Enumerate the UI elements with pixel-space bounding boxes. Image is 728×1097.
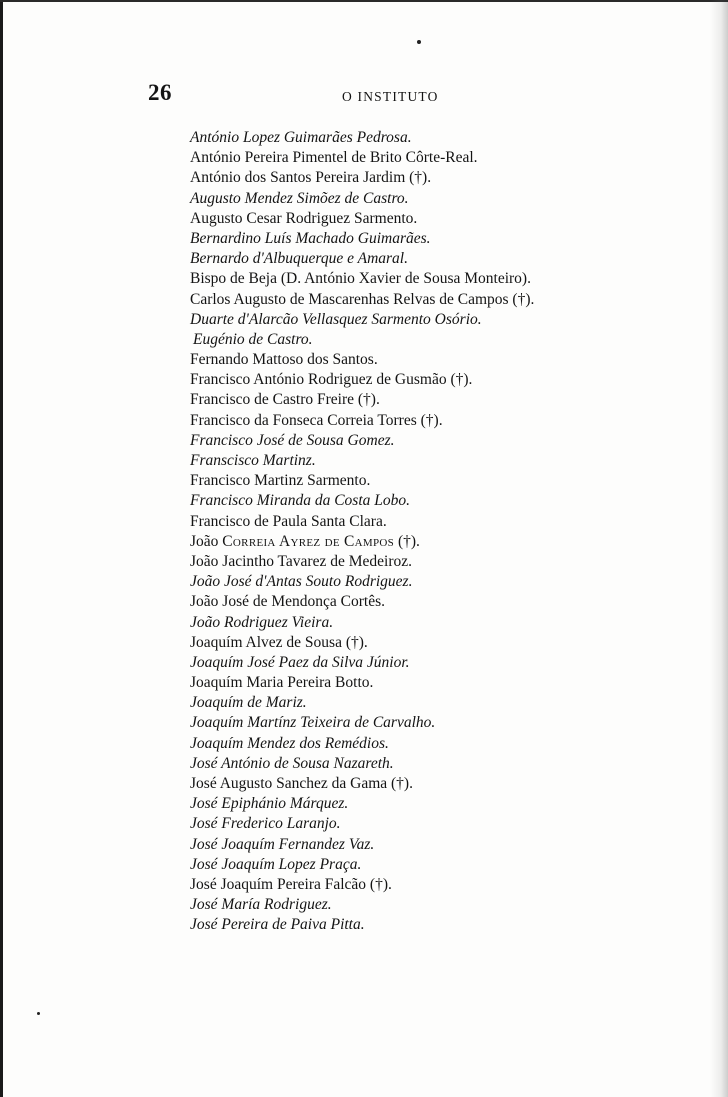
entry-name: José Augusto Sanchez da Gama (†).: [190, 775, 413, 792]
entry-name: José Joaquím Lopez Praça.: [190, 855, 362, 873]
entry-name: Carlos Augusto de Mascarenhas Relvas de Campos (†).: [190, 290, 535, 308]
entry-name: Francisco José de Sousa Gomez.: [190, 431, 395, 449]
list-item: [190, 370, 710, 390]
list-item: [190, 168, 710, 188]
list-item: [190, 774, 710, 794]
list-item: [190, 794, 710, 814]
list-item: [190, 572, 710, 592]
list-item: [190, 128, 710, 148]
entry-name: José António de Sousa Nazareth.: [190, 754, 394, 772]
list-item: [190, 895, 710, 915]
list-item: [190, 734, 710, 754]
list-item: [190, 390, 710, 410]
entry-name: Joaquím Maria Pereira Botto.: [190, 674, 374, 692]
list-item: [190, 249, 710, 269]
list-item: [190, 592, 710, 612]
list-item: [190, 532, 710, 552]
list-item: [190, 148, 710, 168]
entry-name: Francisco de Paula Santa Clara.: [190, 512, 387, 530]
entry-name: Augusto Cesar Rodriguez Sarmento.: [190, 209, 418, 227]
list-item: [190, 229, 710, 249]
entry-name: Bispo de Beja (D. António Xavier de Sousa Monteiro).: [190, 270, 531, 288]
list-item: [190, 713, 710, 733]
entry-name: Francisco da Fonseca Correia Torres (†).: [190, 411, 443, 429]
entry-name: António Pereira Pimentel de Brito Côrte-Real.: [190, 149, 478, 167]
list-item: [190, 653, 710, 673]
entry-name: Francisco Martinz Sarmento.: [190, 472, 371, 490]
entry-surname-small-caps: Correia Ayrez de Campos: [222, 532, 395, 550]
scan-edge-left: [0, 0, 3, 1097]
entry-name: João José de Mendonça Cortês.: [190, 593, 385, 611]
entry-name: Francisco de Castro Freire (†).: [190, 391, 380, 409]
entry-name: José Frederico Laranjo.: [190, 815, 341, 833]
entry-name: Augusto Mendez Simõez de Castro.: [190, 189, 409, 207]
list-item: [190, 512, 710, 532]
entry-name: Duarte d'Alarcão Vellasquez Sarmento Osório.: [190, 310, 482, 328]
list-item: [190, 411, 710, 431]
list-item: [190, 189, 710, 209]
ink-speck: [417, 40, 421, 44]
member-list: [190, 128, 710, 936]
entry-name: José Epiphánio Márquez.: [190, 795, 349, 813]
entry-name: José María Rodriguez.: [190, 896, 332, 914]
entry-name: Francisco António Rodriguez de Gusmão (†).: [190, 371, 473, 389]
entry-name: Fernando Mattoso dos Santos.: [190, 351, 378, 369]
list-item: [190, 613, 710, 633]
entry-name: José Pereira de Paiva Pitta.: [190, 916, 365, 934]
entry-name: Joaquím de Mariz.: [190, 694, 307, 712]
list-item: [190, 269, 710, 289]
ink-speck: [37, 1012, 40, 1015]
entry-name: Joaquím Martínz Teixeira de Carvalho.: [190, 714, 436, 732]
entry-name: Franscisco Martinz.: [190, 452, 316, 469]
list-item: [190, 552, 710, 572]
list-item: [190, 290, 710, 310]
scan-edge-top: [0, 0, 728, 2]
list-item: [190, 915, 710, 935]
list-item: [190, 814, 710, 834]
entry-name: José Joaquím Pereira Falcão (†).: [190, 875, 392, 893]
entry-name: Joaquím Alvez de Sousa (†).: [190, 633, 368, 651]
entry-name: João: [190, 532, 223, 550]
list-item: [190, 350, 710, 370]
entry-name: Eugénio de Castro.: [193, 330, 313, 348]
list-item: [190, 471, 710, 491]
scan-edge-right: [710, 0, 728, 1097]
list-item: [190, 330, 710, 350]
list-item: [190, 310, 710, 330]
list-item: [190, 835, 710, 855]
entry-name: José Joaquím Fernandez Vaz.: [190, 835, 375, 853]
entry-name: Joaquím Mendez dos Remédios.: [190, 734, 389, 752]
entry-name: João Rodriguez Vieira.: [190, 613, 334, 631]
list-item: [190, 855, 710, 875]
entry-name: António Lopez Guimarães Pedrosa.: [190, 129, 412, 146]
entry-suffix: (†).: [394, 532, 420, 550]
entry-name: Bernardo d'Albuquerque e Amaral.: [190, 250, 408, 268]
running-title: O INSTITUTO: [342, 89, 439, 104]
entry-name: Francisco Miranda da Costa Lobo.: [190, 492, 411, 510]
list-item: [190, 754, 710, 774]
list-item: [190, 875, 710, 895]
list-item: [190, 633, 710, 653]
list-item: [190, 693, 710, 713]
entry-name: António dos Santos Pereira Jardim (†).: [190, 169, 432, 187]
list-item: [190, 451, 710, 471]
entry-name: João Jacintho Tavarez de Medeiroz.: [190, 552, 412, 570]
list-item: [190, 431, 710, 451]
list-item: [190, 673, 710, 693]
list-item: [190, 209, 710, 229]
page-number: 26: [148, 80, 172, 105]
list-item: [190, 491, 710, 511]
entry-name: João José d'Antas Souto Rodriguez.: [190, 573, 413, 591]
entry-name: Bernardino Luís Machado Guimarães.: [190, 229, 431, 247]
entry-name: Joaquím José Paez da Silva Júnior.: [190, 653, 410, 671]
